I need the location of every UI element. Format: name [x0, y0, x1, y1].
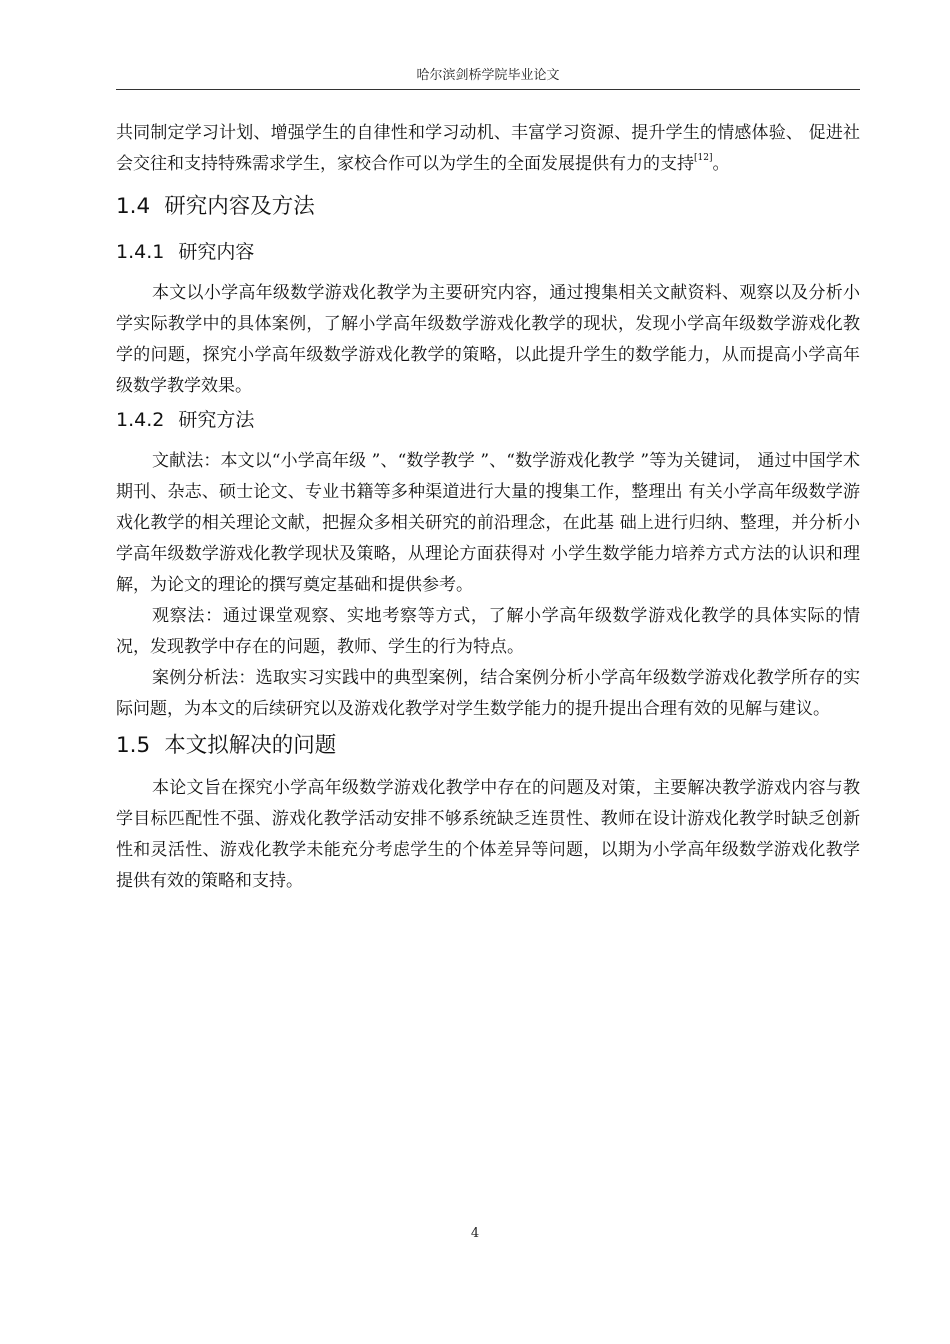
running-header: 哈尔滨剑桥学院毕业论文 [416, 68, 560, 83]
page-body [116, 118, 860, 897]
section-number: 1.5 [116, 733, 151, 758]
section-title: 研究内容及方法 [164, 194, 315, 219]
intro-paragraph [116, 118, 860, 180]
subsection-heading-1-4-2 [116, 406, 860, 434]
subsection-number: 1.4.2 [116, 409, 165, 431]
subsection-title: 研究方法 [178, 409, 255, 431]
section-number: 1.4 [116, 194, 151, 219]
intro-text: 共同制定学习计划、增强学生的自律性和学习动机、丰富学习资源、提升学生的情感体验、 促进社会交往和支持特殊需求学生，家校合作可以为学生的全面发展提供有力的支持 [116, 123, 860, 174]
subsection-title: 研究内容 [178, 241, 255, 263]
citation-marker: [12] [694, 153, 713, 163]
problems-paragraph: 本论文旨在探究小学高年级数学游戏化教学中存在的问题及对策，主要解决教学游戏内容与教学目标匹配性不强、游戏化教学活动安排不够系统缺乏连贯性、教师在设计游戏化教学时缺乏创新性和灵活性、游戏化教学未能充分考虑学生的个体差异等问题，以期为小学高年级数学游戏化教学提供有效的策略和支持。 [116, 778, 860, 891]
section-heading-1-5 [116, 731, 860, 761]
page-number: 4 [470, 1226, 480, 1241]
header-rule [116, 89, 860, 90]
intro-tail: 。 [712, 154, 730, 174]
method-literature-paragraph: 文献法：本文以“小学高年级 ”、“数学教学 ”、“数学游戏化教学 ”等为关键词， 通过中国学术期刊、杂志、硕士论文、专业书籍等多种渠道进行大量的搜集工作，整理出 有关小学高年级数学游戏化教学的相关理论文献，把握众多相关研究的前沿理念，在此基 础上进行归纳、整理，并分析小学高年级数学游戏化教学现状及策略，从理论方面获得对 小学生数学能力培养方式方法的认识和理解，为论文的理论的撰写奠定基础和提供参考。 [116, 451, 860, 595]
subsection-number: 1.4.1 [116, 241, 165, 263]
method-case-analysis-paragraph: 案例分析法：选取实习实践中的典型案例，结合案例分析小学高年级数学游戏化教学所存的实际问题，为本文的后续研究以及游戏化教学对学生数学能力的提升提出合理有效的见解与建议。 [116, 668, 860, 719]
subsection-heading-1-4-1 [116, 238, 860, 266]
research-content-paragraph: 本文以小学高年级数学游戏化教学为主要研究内容，通过搜集相关文献资料、观察以及分析小学实际教学中的具体案例，了解小学高年级数学游戏化教学的现状，发现小学高年级数学游戏化教学的问题，探究小学高年级数学游戏化教学的策略，以此提升学生的数学能力，从而提高小学高年级数学教学效果。 [116, 283, 860, 396]
method-observation-paragraph: 观察法：通过课堂观察、实地考察等方式，了解小学高年级数学游戏化教学的具体实际的情况，发现教学中存在的问题，教师、学生的行为特点。 [116, 606, 860, 657]
section-heading-1-4 [116, 192, 860, 222]
section-title: 本文拟解决的问题 [164, 733, 337, 758]
